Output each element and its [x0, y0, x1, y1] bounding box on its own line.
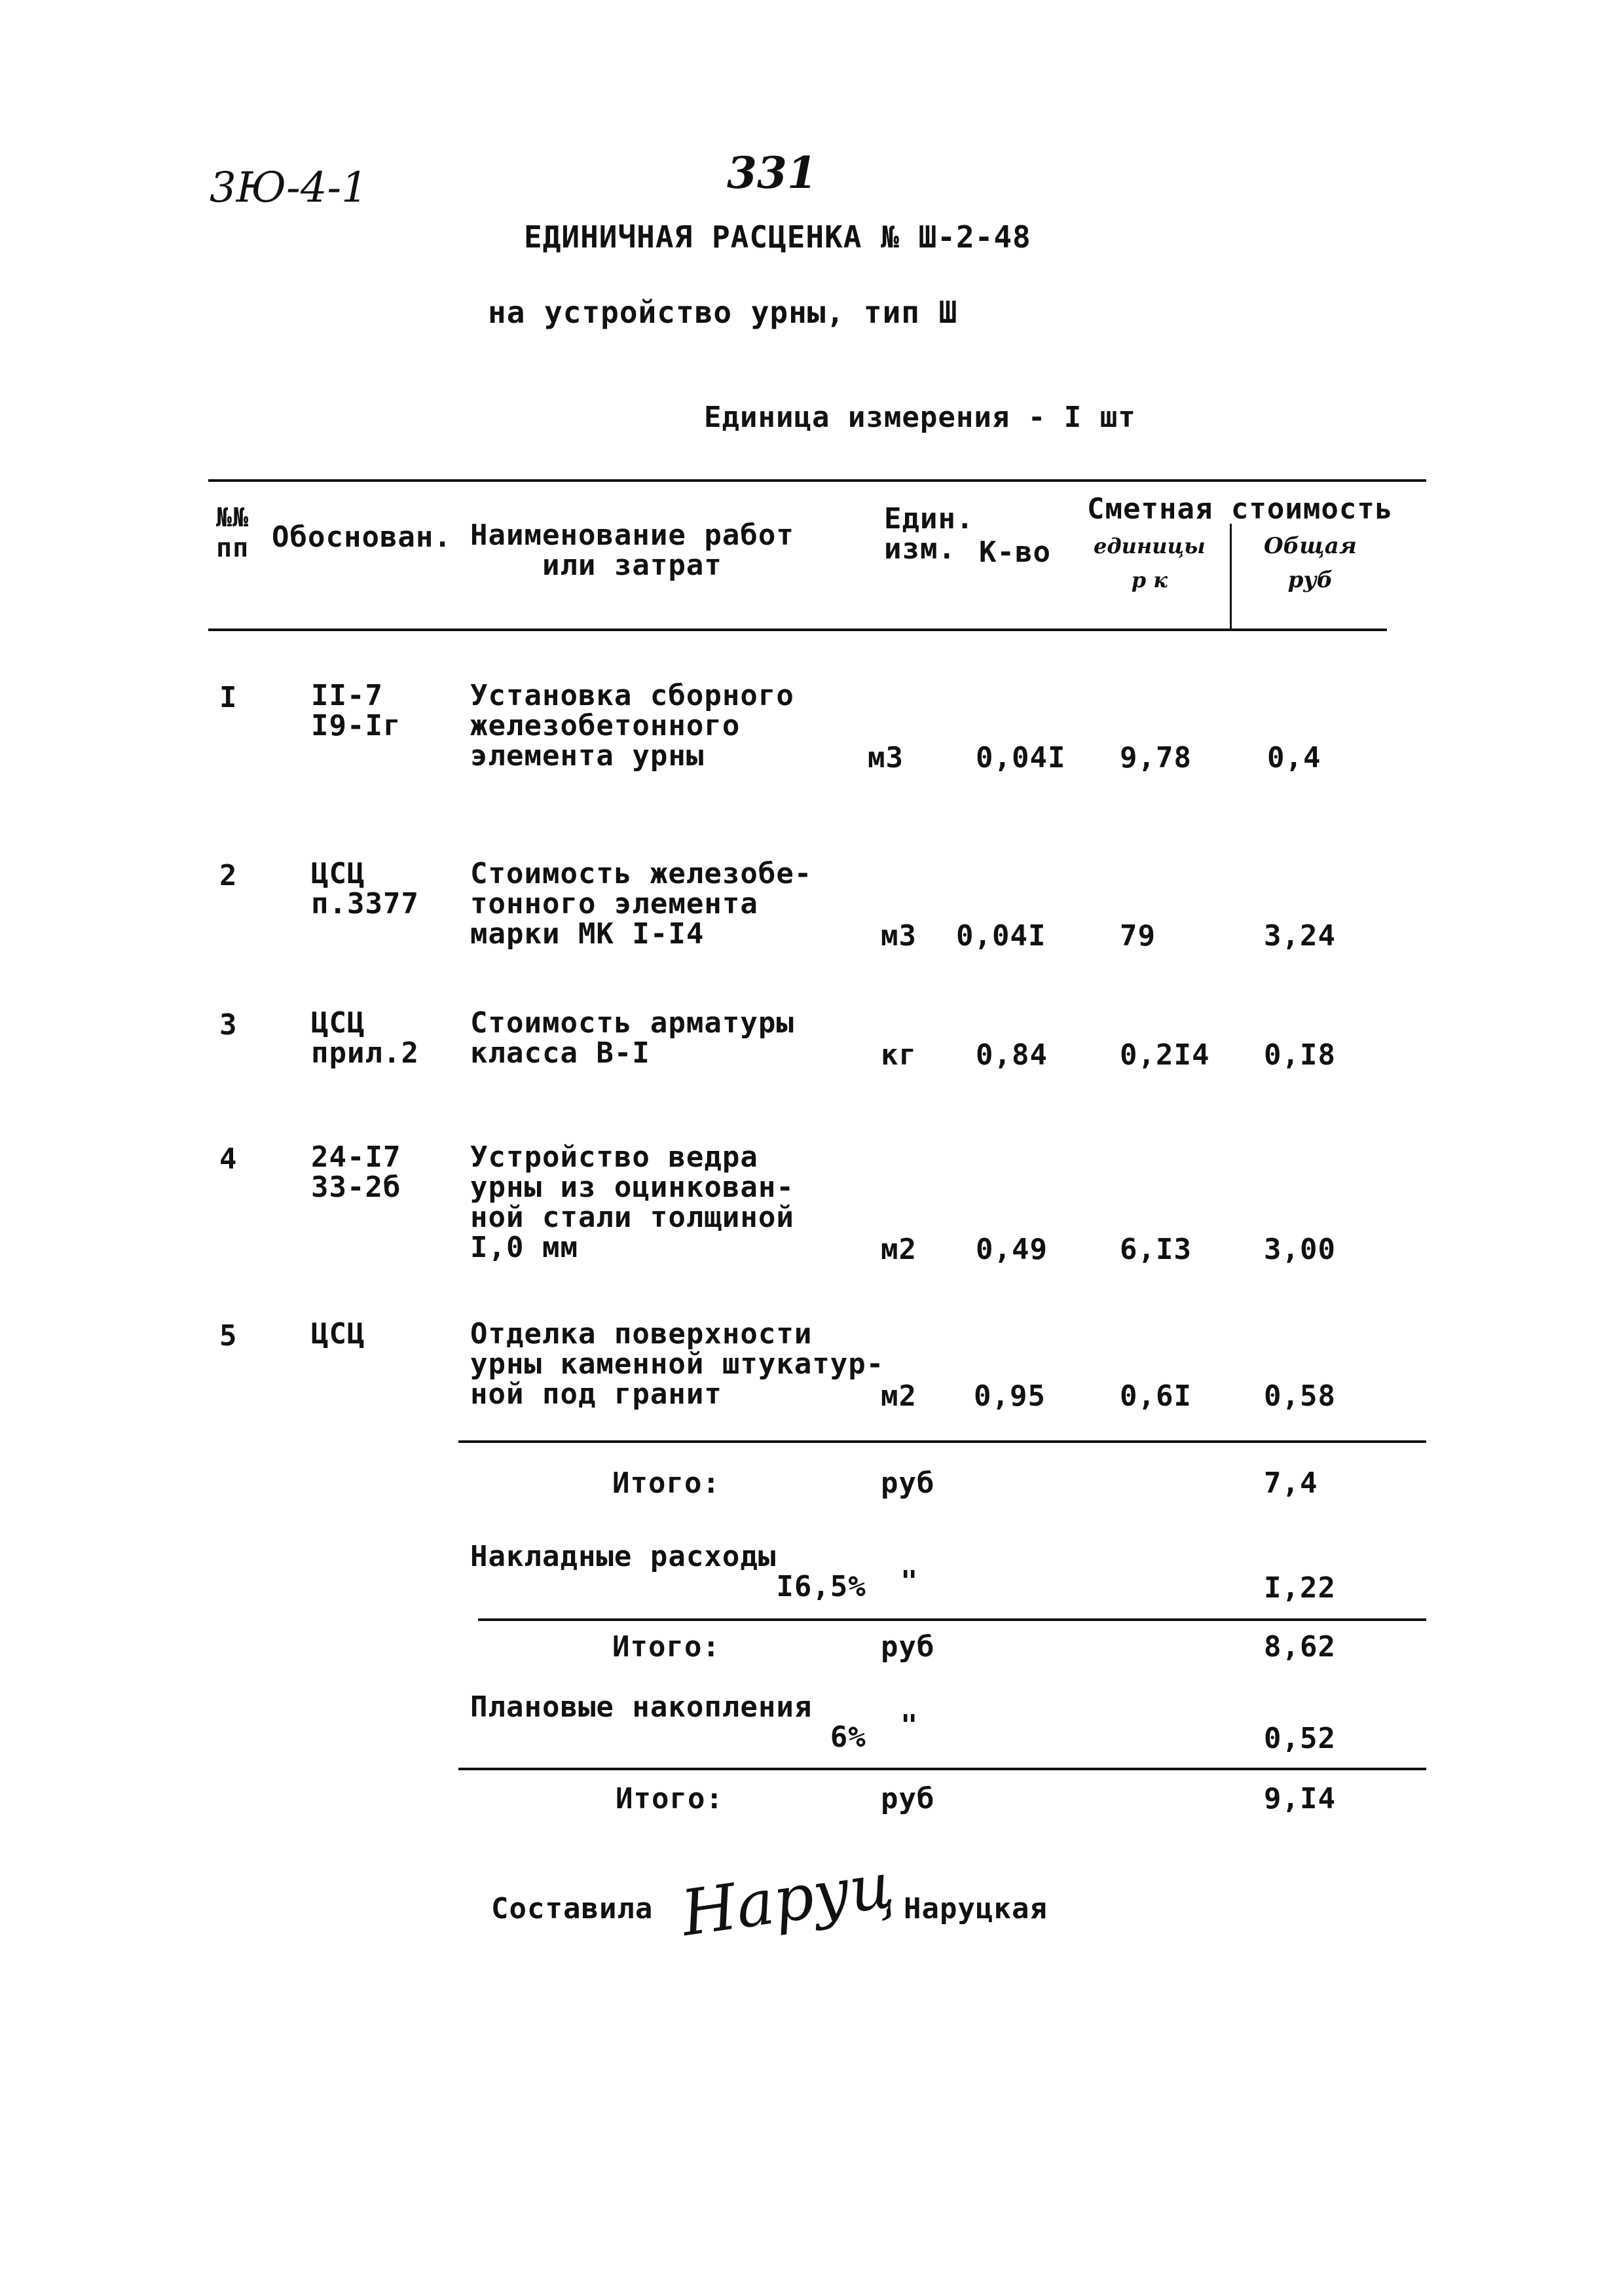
header-num: №№ пп — [216, 503, 249, 563]
row-name: Стоимость арматуры класса В-I — [470, 1006, 794, 1070]
row-basis: ЦСЦ прил.2 — [311, 1006, 419, 1070]
header-top-rule — [208, 479, 1426, 482]
row-unit: м3 — [881, 919, 917, 953]
summary-rule-1 — [458, 1440, 1426, 1443]
cost-column-divider — [1230, 524, 1232, 631]
summary-unit: " — [900, 1565, 919, 1598]
row-price: 0,6I — [1120, 1379, 1192, 1413]
row-qty: 0,49 — [976, 1233, 1048, 1266]
summary-unit: руб — [881, 1782, 935, 1815]
row-name: Устройство ведра урны из оцинкован- ной стали толщиной I,0 мм — [470, 1140, 794, 1264]
summary-value: 0,52 — [1264, 1722, 1336, 1755]
header-cost-group: Сметная стоимость — [1087, 492, 1393, 526]
signatory-name: Наруцкая — [904, 1892, 1048, 1925]
row-number: I — [219, 681, 238, 714]
row-basis: ЦСЦ — [311, 1317, 365, 1351]
row-unit: м2 — [881, 1233, 917, 1266]
summary-label: Плановые накопления 6% — [470, 1690, 866, 1754]
header-total-cost: Общая руб — [1264, 533, 1357, 593]
row-price: 79 — [1120, 919, 1156, 953]
row-name: Отделка поверхности урны каменной штукатур- ной под гранит — [470, 1317, 885, 1411]
summary-value: 9,I4 — [1264, 1782, 1336, 1815]
row-qty: 0,95 — [974, 1379, 1046, 1413]
row-basis: II-7 I9-Iг — [311, 679, 401, 742]
row-basis: ЦСЦ п.3377 — [311, 857, 419, 920]
doc-code: 3Ю-4-1 — [210, 164, 368, 212]
handwritten-signature: Наруц — [676, 1848, 898, 1951]
row-price: 6,I3 — [1120, 1233, 1192, 1266]
header-name: Наименование работ или затрат — [470, 519, 794, 582]
row-basis: 24-I7 33-2б — [311, 1140, 401, 1204]
row-qty: 0,04I — [956, 919, 1046, 953]
header-bottom-rule — [208, 629, 1387, 631]
summary-label: Итого: — [612, 1467, 720, 1500]
summary-label: Накладные расходы I6,5% — [470, 1540, 866, 1603]
row-number: 5 — [219, 1319, 238, 1353]
header-basis: Обоснован. — [272, 520, 452, 554]
header-unit-cost: единицы р к — [1094, 534, 1206, 592]
summary-value: 7,4 — [1264, 1467, 1318, 1500]
row-total: 0,58 — [1264, 1379, 1336, 1413]
summary-rule-3 — [458, 1768, 1426, 1770]
header-unit: Един. изм. — [884, 502, 974, 566]
document-title: ЕДИНИЧНАЯ РАСЦЕНКА № Ш-2-48 — [524, 219, 1031, 255]
document-subtitle: на устройство урны, тип Ш — [488, 295, 958, 330]
row-name: Стоимость железобе- тонного элемента марки МК I-I4 — [470, 857, 813, 951]
row-unit: м3 — [868, 741, 904, 774]
row-price: 9,78 — [1120, 741, 1192, 774]
row-number: 3 — [219, 1008, 238, 1042]
row-total: 0,4 — [1267, 741, 1321, 774]
summary-value: I,22 — [1264, 1571, 1336, 1605]
row-qty: 0,84 — [976, 1038, 1048, 1072]
row-name: Установка сборного железобетонного элемента урны — [470, 679, 794, 773]
unit-of-measure-line: Единица измерения - I шт — [704, 401, 1136, 434]
summary-unit: " — [900, 1709, 919, 1742]
summary-unit: руб — [881, 1467, 935, 1500]
row-total: 3,00 — [1264, 1233, 1336, 1266]
row-total: 0,I8 — [1264, 1038, 1336, 1072]
summary-value: 8,62 — [1264, 1630, 1336, 1664]
header-qty: К-во — [979, 536, 1051, 569]
row-number: 2 — [219, 859, 238, 892]
row-number: 4 — [219, 1142, 238, 1176]
page-number: 331 — [727, 147, 817, 198]
signature-label: Составила — [491, 1892, 654, 1925]
row-unit: м2 — [881, 1379, 917, 1413]
row-price: 0,2I4 — [1120, 1038, 1210, 1072]
row-unit: кг — [881, 1038, 917, 1072]
summary-rule-2 — [478, 1618, 1426, 1621]
summary-unit: руб — [881, 1630, 935, 1664]
row-total: 3,24 — [1264, 919, 1336, 953]
summary-label: Итого: — [612, 1630, 720, 1664]
row-qty: 0,04I — [976, 741, 1066, 774]
summary-label: Итого: — [616, 1782, 724, 1815]
